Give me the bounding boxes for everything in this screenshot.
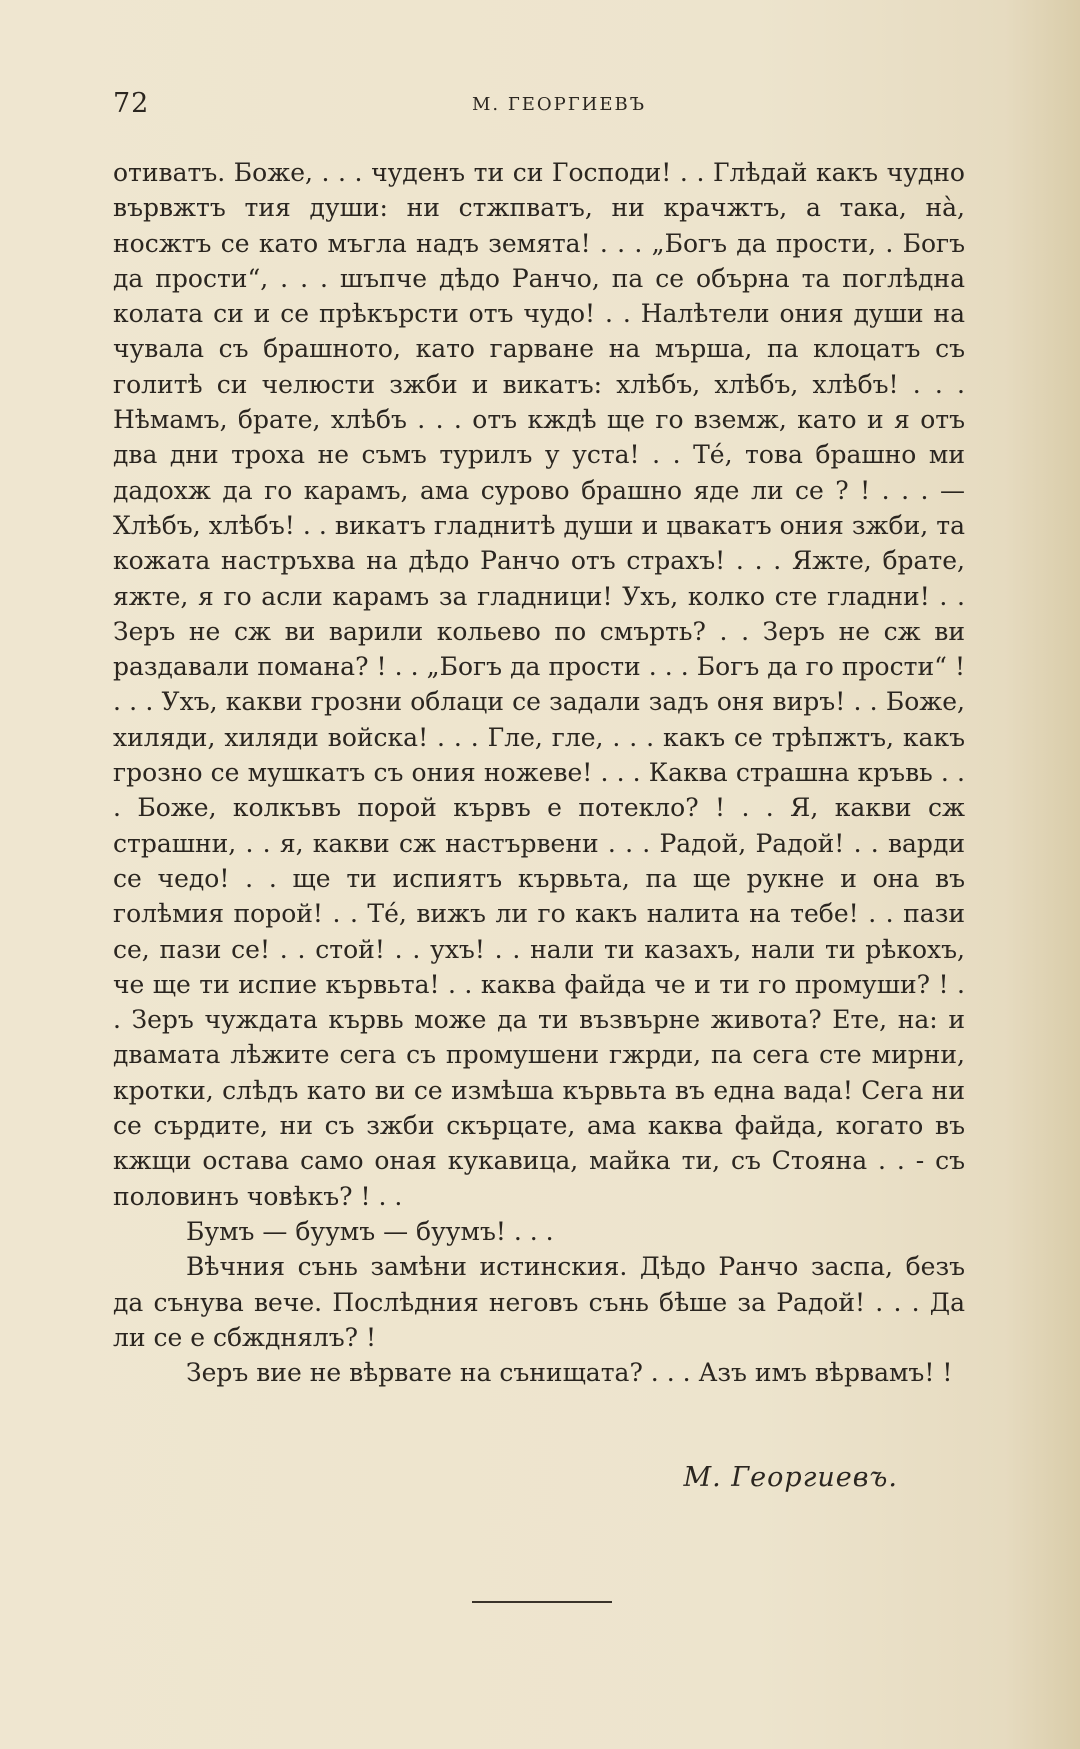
body-text [113, 155, 965, 1390]
paragraph-closing: Зеръ вие не вѣрвате на сънищата? . . . Азъ имъ вѣрвамъ! ! [186, 1358, 953, 1388]
paragraph-main: отиватъ. Боже, . . . чуденъ ти си Господи! . . Глѣдай какъ чудно вървжтъ тия души: ни стжпватъ, ни крачжтъ, а така, нà, носжтъ се като мъгла надъ земята! . . . „Богъ да прости, . Богъ да прости“, . . . шъпче дѣдо Ранчо, па се обърна та поглѣдна колата си и се прѣкърсти отъ чудо! . . Налѣтели ония души на чувала съ брашното, като гарване на мърша, па клоцатъ съ голитѣ си челюсти зжби и викатъ: хлѣбъ, хлѣбъ, хлѣбъ! . . . Нѣмамъ, брате, хлѣбъ . . . отъ кждѣ ще го вземж, като и я отъ два дни троха не съмъ турилъ у уста! . . Тé, това брашно ми дадохж да го карамъ, ама сурово брашно яде ли се ? ! . . . — Хлѣбъ, хлѣбъ! . . викатъ гладнитѣ души и цвакатъ ония зжби, та кожата настръхва на дѣдо Ранчо отъ страхъ! . . . Яжте, брате, яжте, я го асли карамъ за гладници! Ухъ, колко сте гладни! . . Зеръ не сж ви варили кольево по смърть? . . Зеръ не сж ви раздавали помана? ! . . „Богъ да прости . . . Богъ да го прости“ ! . . . Ухъ, какви грозни облаци се задали задъ оня виръ! . . Боже, хиляди, хиляди войска! . . . Гле, гле, . . . какъ се трѣпжтъ, какъ грозно се мушкатъ съ ония ножеве! . . . Каква страшна кръвь . . . Боже, колкъвъ порой кървъ е потекло? ! . . Я, какви сж страшни, . . я, какви сж настървени . . . Радой, Радой! . . варди се чедо! . . ще ти испиятъ кървьта, па ще рукне и она въ голѣмия порой! . . Тé, вижъ ли го какъ налита на тебе! . . пази се, пази се! . . стой! . . ухъ! . . нали ти казахъ, нали ти рѣкохъ, че ще ти испие кървьта! . . каква файда че и ти го промуши? ! . . Зеръ чуждата кървь може да ти възвърне живота? Ете, на: и двамата лѣжите сега съ промушени гжрди, па сега сте мирни, кротки, слѣдъ като ви се измѣша кървьта въ една вада! Сега ни се сърдите, ни съ зжби скърцате, ама каква файда, когато въ кжщи остава само оная кукавица, майка ти, съ Стояна . . - съ половинъ човѣкъ? ! . . [113, 158, 965, 1211]
paragraph-boom: Бумъ — буумъ — буумъ! . . . [186, 1216, 554, 1246]
running-head: М. ГЕОРГИЕВЪ [471, 94, 647, 115]
page-header [113, 88, 965, 128]
paragraph-eternal-sleep: Вѣчния сънь замѣни истинския. Дѣдо Ранчо заспа, безъ да сънува вече. Послѣдния неговъ сънь бѣше за Радой! . . . Да ли се е сбжднялъ? ! [113, 1252, 965, 1352]
author-signature: М. Георгиевъ. [683, 1462, 898, 1493]
end-divider-rule [472, 1601, 612, 1603]
page-number: 72 [113, 88, 150, 119]
